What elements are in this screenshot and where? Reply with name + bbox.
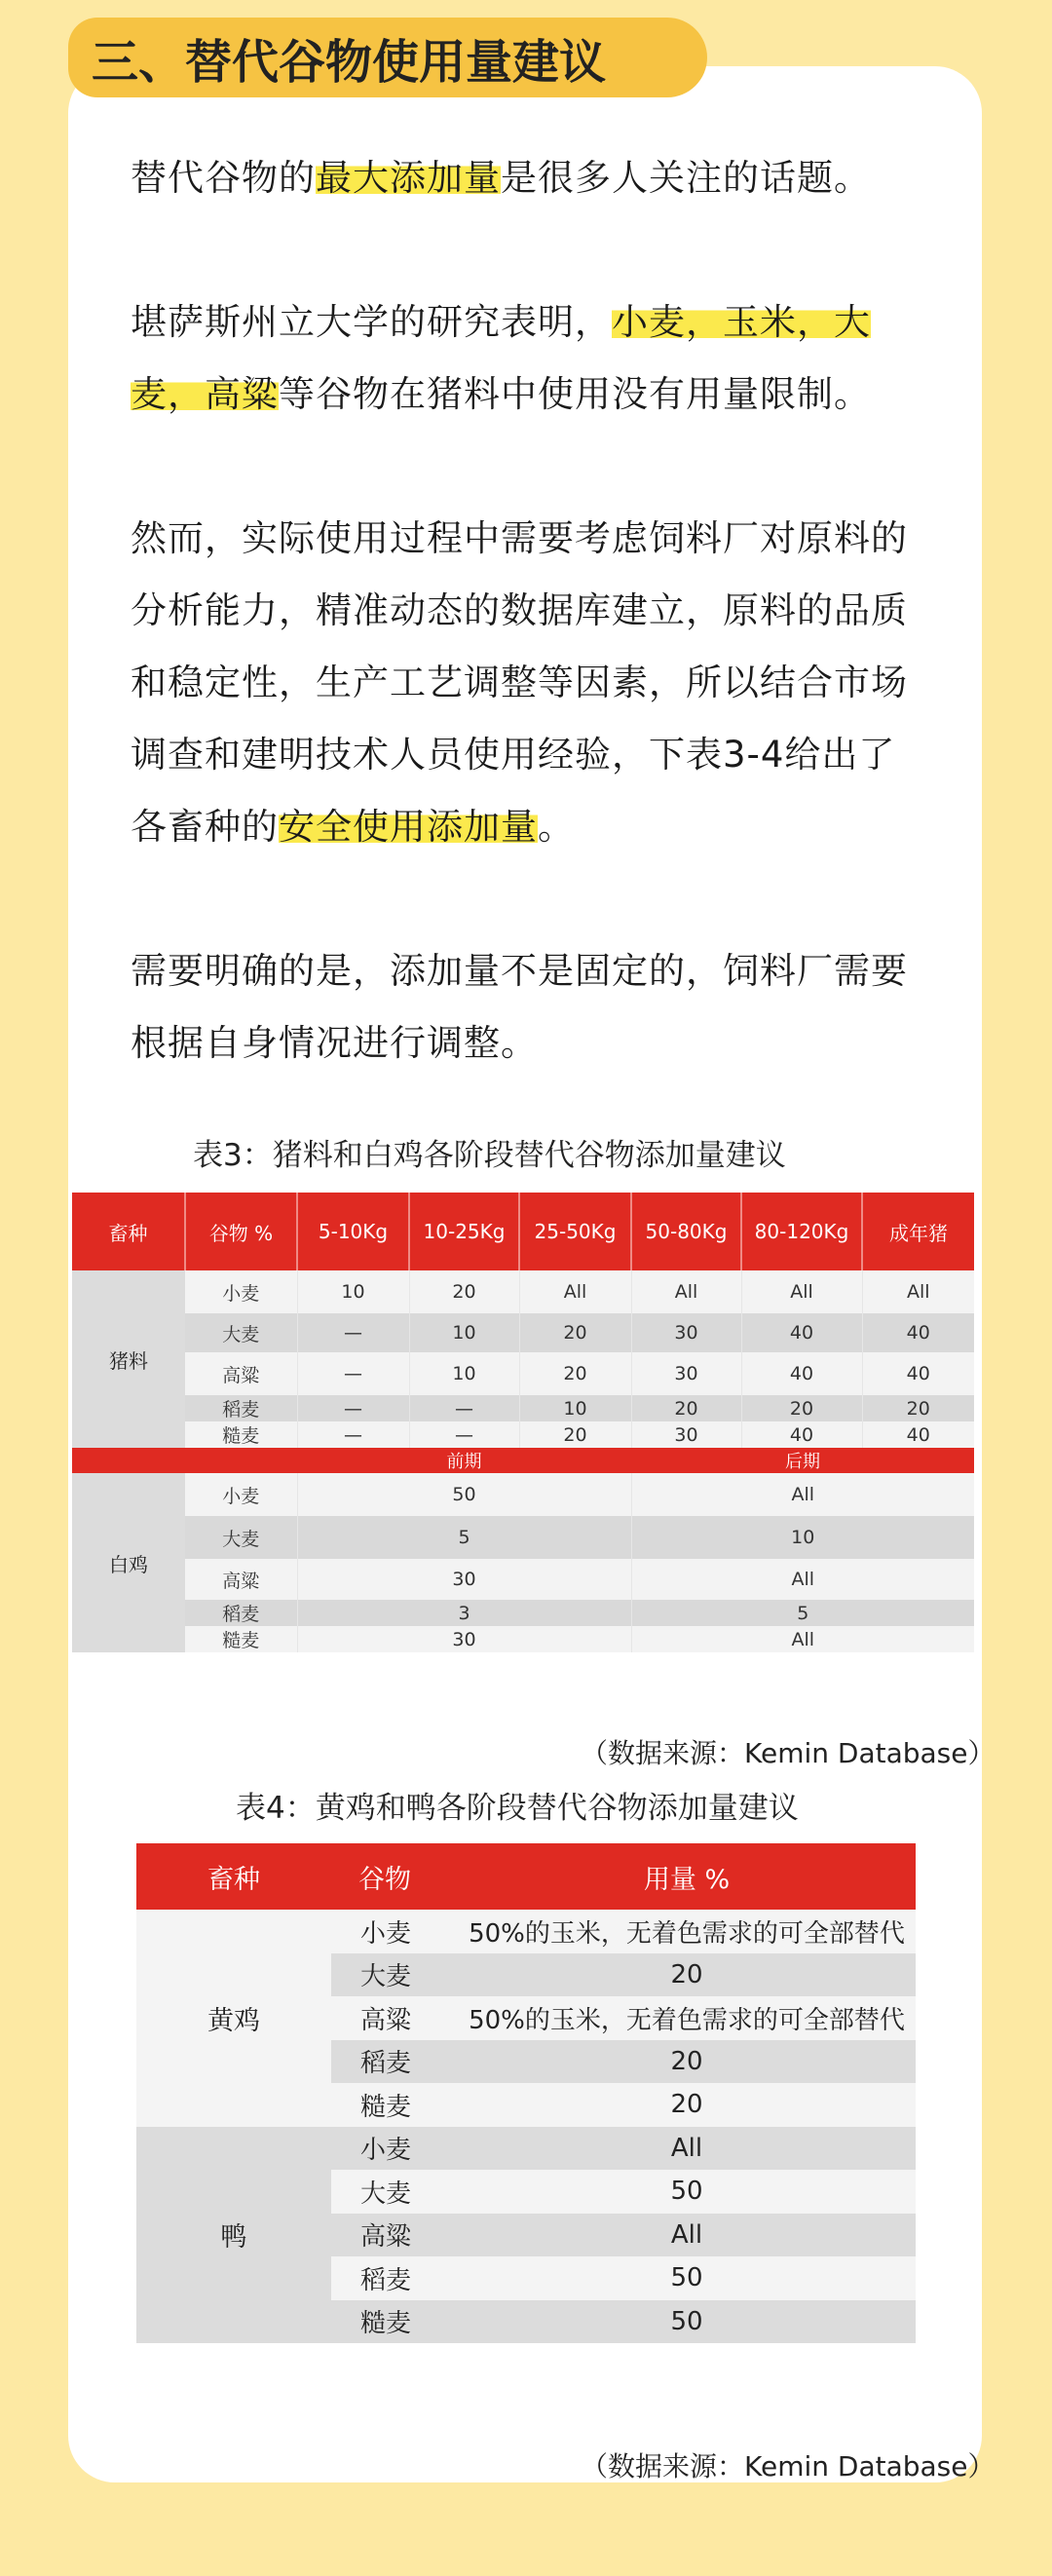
table-cell: 20: [631, 1395, 741, 1421]
table-cell: —: [297, 1352, 409, 1395]
table-row: [72, 1395, 974, 1421]
table-cell: 20: [458, 2040, 916, 2084]
table-cell: 50: [458, 2170, 916, 2214]
table-cell: 30: [297, 1559, 631, 1600]
table4-header-cell: 畜种: [136, 1843, 331, 1910]
p2-highlight: 小麦，玉米，大麦，高粱: [131, 301, 871, 415]
table-cell: 稻麦: [331, 2040, 458, 2084]
table-cell: —: [409, 1395, 519, 1421]
table3-header-cell: 畜种: [72, 1193, 185, 1270]
table3-header-row: [72, 1193, 974, 1270]
table3-phase-early: 前期: [297, 1448, 631, 1473]
paragraph-4: 需要明确的是，添加量不是固定的，饲料厂需要根据自身情况进行调整。: [131, 950, 908, 1064]
table-cell: 10: [409, 1313, 519, 1352]
table3-phase-row: [72, 1448, 974, 1473]
table-cell: 50%的玉米，无着色需求的可全部替代: [458, 1910, 916, 1953]
table-cell: 糙麦: [331, 2300, 458, 2344]
table-cell: 50: [458, 2256, 916, 2300]
table-cell: 30: [297, 1626, 631, 1652]
table-cell: —: [409, 1421, 519, 1448]
table-cell: 10: [519, 1395, 631, 1421]
table-cell: [185, 1448, 297, 1473]
table-cell: 20: [741, 1395, 862, 1421]
table3-header-cell: 80-120Kg: [741, 1193, 862, 1270]
table-cell: 20: [519, 1313, 631, 1352]
section-title: 三、替代谷物使用量建议: [68, 18, 707, 97]
table-cell: 30: [631, 1313, 741, 1352]
table-row: [72, 1626, 974, 1652]
p2-text-b: 等谷物在猪料中使用没有用量限制。: [279, 373, 871, 415]
table4-source: （数据来源：Kemin Database）: [581, 2450, 996, 2482]
table-row: [72, 1473, 974, 1516]
table-row: [72, 1600, 974, 1626]
table3-phase-late: 后期: [631, 1448, 974, 1473]
content-card: [68, 66, 996, 2482]
table-cell: All: [631, 1559, 974, 1600]
paragraph-3: [131, 503, 929, 863]
table-row: [136, 2127, 916, 2171]
table-cell: 50: [297, 1473, 631, 1516]
table-cell: 小麦: [331, 1910, 458, 1953]
p3-text-a: 然而，实际使用过程中需要考虑饲料厂对原料的分析能力，精准动态的数据库建立，原料的品质和稳定性，生产工艺调整等因素，所以结合市场调查和建明技术人员使用经验，下表3-4给出了各畜种的: [131, 517, 908, 848]
table-cell: [72, 1448, 185, 1473]
table-cell: 高粱: [185, 1559, 297, 1600]
table-cell: 20: [519, 1421, 631, 1448]
table4-header-row: [136, 1843, 916, 1910]
table-cell: 高粱: [185, 1352, 297, 1395]
table3-header-cell: 10-25Kg: [409, 1193, 519, 1270]
table-cell: All: [631, 1473, 974, 1516]
table-cell: 小麦: [331, 2127, 458, 2171]
table-cell: 大麦: [185, 1516, 297, 1559]
table-cell: All: [862, 1270, 974, 1313]
table-cell: —: [297, 1421, 409, 1448]
table-cell: 糙麦: [185, 1421, 297, 1448]
table-row: [72, 1313, 974, 1352]
table-cell: 40: [741, 1313, 862, 1352]
table-row: [72, 1352, 974, 1395]
p2-text-a: 堪萨斯州立大学的研究表明，: [131, 301, 612, 343]
table4: [136, 1843, 916, 2343]
table-cell: 5: [631, 1600, 974, 1626]
table-cell: 大麦: [331, 2170, 458, 2214]
table4-group-duck: 鸭: [136, 2127, 331, 2344]
table-cell: 40: [741, 1421, 862, 1448]
table-cell: 20: [862, 1395, 974, 1421]
table-cell: 稻麦: [185, 1600, 297, 1626]
table-cell: 高粱: [331, 2214, 458, 2257]
table-cell: All: [741, 1270, 862, 1313]
table-cell: 稻麦: [185, 1395, 297, 1421]
table4-caption: 表4：黄鸡和鸭各阶段替代谷物添加量建议: [236, 1791, 799, 1826]
table-cell: —: [297, 1395, 409, 1421]
table3-header-cell: 25-50Kg: [519, 1193, 631, 1270]
table-cell: 小麦: [185, 1270, 297, 1313]
table4-group-yellow: 黄鸡: [136, 1910, 331, 2127]
table3-group-pig: 猪料: [72, 1270, 185, 1448]
table-cell: All: [458, 2127, 916, 2171]
p3-highlight: 安全使用添加量: [279, 806, 538, 848]
paragraph-2: [131, 286, 929, 431]
table-cell: 5: [297, 1516, 631, 1559]
table-cell: All: [458, 2214, 916, 2257]
table-cell: —: [297, 1313, 409, 1352]
table-cell: 40: [741, 1352, 862, 1395]
table-cell: 大麦: [185, 1313, 297, 1352]
table-row: [72, 1516, 974, 1559]
table3-source: （数据来源：Kemin Database）: [581, 1737, 996, 1769]
table-cell: All: [631, 1270, 741, 1313]
table-cell: 10: [297, 1270, 409, 1313]
table4-header-cell: 谷物: [331, 1843, 458, 1910]
table3: [72, 1193, 974, 1652]
table-cell: 20: [519, 1352, 631, 1395]
table3-header-cell: 50-80Kg: [631, 1193, 741, 1270]
table-cell: 糙麦: [331, 2083, 458, 2127]
table-cell: 20: [458, 2083, 916, 2127]
table-cell: All: [631, 1626, 974, 1652]
table-cell: 糙麦: [185, 1626, 297, 1652]
table-row: [72, 1270, 974, 1313]
table-row: [136, 1910, 916, 1953]
table-cell: 20: [409, 1270, 519, 1313]
table-cell: 20: [458, 1953, 916, 1997]
table3-header-cell: 谷物 %: [185, 1193, 297, 1270]
p3-text-b: 。: [538, 806, 575, 848]
table-cell: 3: [297, 1600, 631, 1626]
table-cell: 50%的玉米，无着色需求的可全部替代: [458, 1996, 916, 2040]
table3-header-cell: 成年猪: [862, 1193, 974, 1270]
article-body: [131, 142, 929, 1080]
table3-caption: 表3：猪料和白鸡各阶段替代谷物添加量建议: [193, 1138, 786, 1173]
table-cell: 40: [862, 1421, 974, 1448]
p1-text-b: 是很多人关注的话题。: [501, 157, 871, 199]
table-cell: 稻麦: [331, 2256, 458, 2300]
p1-text-a: 替代谷物的: [131, 157, 316, 199]
table-row: [72, 1421, 974, 1448]
table3-group-broiler: 白鸡: [72, 1473, 185, 1652]
table4-header-cell: 用量 %: [458, 1843, 916, 1910]
table3-header-cell: 5-10Kg: [297, 1193, 409, 1270]
table-cell: 小麦: [185, 1473, 297, 1516]
paragraph-1: [131, 142, 929, 214]
table-cell: 10: [631, 1516, 974, 1559]
table-cell: 10: [409, 1352, 519, 1395]
table-cell: 40: [862, 1352, 974, 1395]
table-cell: 40: [862, 1313, 974, 1352]
table-cell: 30: [631, 1421, 741, 1448]
table-cell: 大麦: [331, 1953, 458, 1997]
table-row: [72, 1559, 974, 1600]
p1-highlight: 最大添加量: [316, 157, 501, 199]
table-cell: 30: [631, 1352, 741, 1395]
table-cell: All: [519, 1270, 631, 1313]
table-cell: 50: [458, 2300, 916, 2344]
table-cell: 高粱: [331, 1996, 458, 2040]
